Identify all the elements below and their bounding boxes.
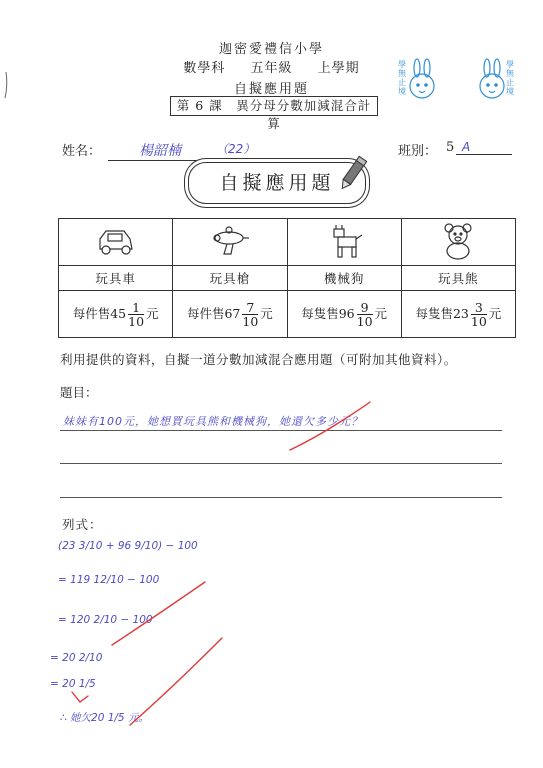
toy-price-table — [58, 218, 516, 338]
teacher-check-mark — [285, 398, 375, 458]
price-unit: 元 — [374, 305, 388, 321]
lesson-title: 第 6 課 異分母分數加減混合計算 — [170, 96, 378, 116]
stamp-text-left: 學無止境 — [398, 60, 406, 96]
worksheet-title: 自擬應用題 — [233, 82, 309, 97]
working-step: = 20 1/5 — [50, 678, 96, 690]
answer-line — [60, 463, 502, 464]
margin-mark — [2, 70, 10, 100]
toy-price — [401, 291, 515, 338]
working-step: = 120 2/10 − 100 — [58, 614, 153, 626]
subject: 數學科 — [183, 61, 226, 76]
fraction-denominator: 10 — [356, 313, 373, 329]
class-section: A — [456, 140, 512, 155]
answer-line — [60, 430, 502, 431]
toy-car-cell — [59, 219, 173, 266]
robot-dog-icon — [324, 221, 364, 261]
final-answer: ∴ 她欠20 1/5 元。 — [60, 712, 149, 724]
toy-price — [287, 291, 401, 338]
teddy-bear-icon — [439, 221, 477, 261]
teacher-check-mark — [110, 580, 230, 730]
class-label: 班別： — [398, 144, 438, 159]
working-step: = 20 2/10 — [50, 652, 103, 664]
solution-label: 列式： — [62, 517, 103, 532]
toy-price-row — [59, 291, 516, 338]
subject-line — [0, 57, 543, 76]
student-number: （22） — [216, 142, 256, 156]
toy-gun-icon — [207, 224, 253, 258]
class-value: 5 — [446, 140, 455, 155]
fraction-denominator: 10 — [470, 313, 487, 329]
pencil-icon — [338, 154, 368, 194]
toy-name: 玩具槍 — [173, 266, 287, 291]
question-answer-text: 妹妹有100元，她想買玩具熊和機械狗，她還欠多少元？ — [63, 415, 363, 428]
price-unit: 元 — [146, 305, 159, 321]
toy-gun-cell — [173, 219, 287, 266]
price-fraction — [128, 301, 144, 328]
fraction-denominator: 10 — [242, 313, 259, 329]
price-prefix: 每隻售 — [301, 305, 339, 321]
price-whole: 67 — [224, 305, 241, 321]
banner-title: 自擬應用題 — [188, 162, 366, 204]
student-name: 楊韶楠 — [108, 140, 212, 161]
working-step: (23 3/10 + 96 9/10) − 100 — [58, 540, 198, 552]
robot-dog-cell — [287, 219, 401, 266]
toy-name: 玩具車 — [59, 266, 173, 291]
stamp-text-right: 學無止境 — [506, 60, 514, 96]
term: 上學期 — [317, 61, 360, 76]
price-prefix: 每件售 — [72, 305, 111, 321]
price-unit: 元 — [260, 305, 273, 321]
school-name: 迦密愛禮信小學 — [218, 42, 324, 57]
toy-image-row — [59, 219, 516, 266]
answer-line — [60, 497, 502, 498]
price-whole: 23 — [452, 305, 469, 321]
toy-price — [173, 291, 287, 338]
fraction-numerator: 7 — [242, 301, 258, 315]
price-prefix: 每件售 — [186, 305, 225, 321]
fraction-denominator: 10 — [128, 313, 145, 329]
price-unit: 元 — [488, 305, 502, 321]
price-fraction — [471, 301, 487, 328]
price-fraction — [357, 301, 373, 328]
teddy-bear-cell — [401, 219, 515, 266]
fraction-numerator: 3 — [471, 301, 487, 315]
toy-price — [59, 291, 173, 338]
toy-name-row — [59, 266, 516, 291]
toy-name: 機械狗 — [287, 266, 401, 291]
name-label: 姓名： — [62, 144, 102, 159]
price-whole: 96 — [338, 305, 355, 321]
toy-name: 玩具熊 — [401, 266, 515, 291]
fraction-numerator: 1 — [128, 301, 144, 315]
instruction-text: 利用提供的資料，自擬一道分數加減混合應用題（可附加其他資料）。 — [60, 352, 457, 367]
question-label: 題目： — [60, 385, 98, 400]
price-whole: 45 — [110, 305, 127, 321]
teacher-tick-mark — [70, 690, 90, 706]
grade: 五年級 — [250, 61, 293, 76]
fraction-numerator: 9 — [357, 301, 373, 315]
working-step: = 119 12/10 − 100 — [58, 574, 160, 586]
toy-car-icon — [94, 223, 138, 259]
price-fraction — [242, 301, 258, 328]
price-prefix: 每隻售 — [415, 305, 453, 321]
